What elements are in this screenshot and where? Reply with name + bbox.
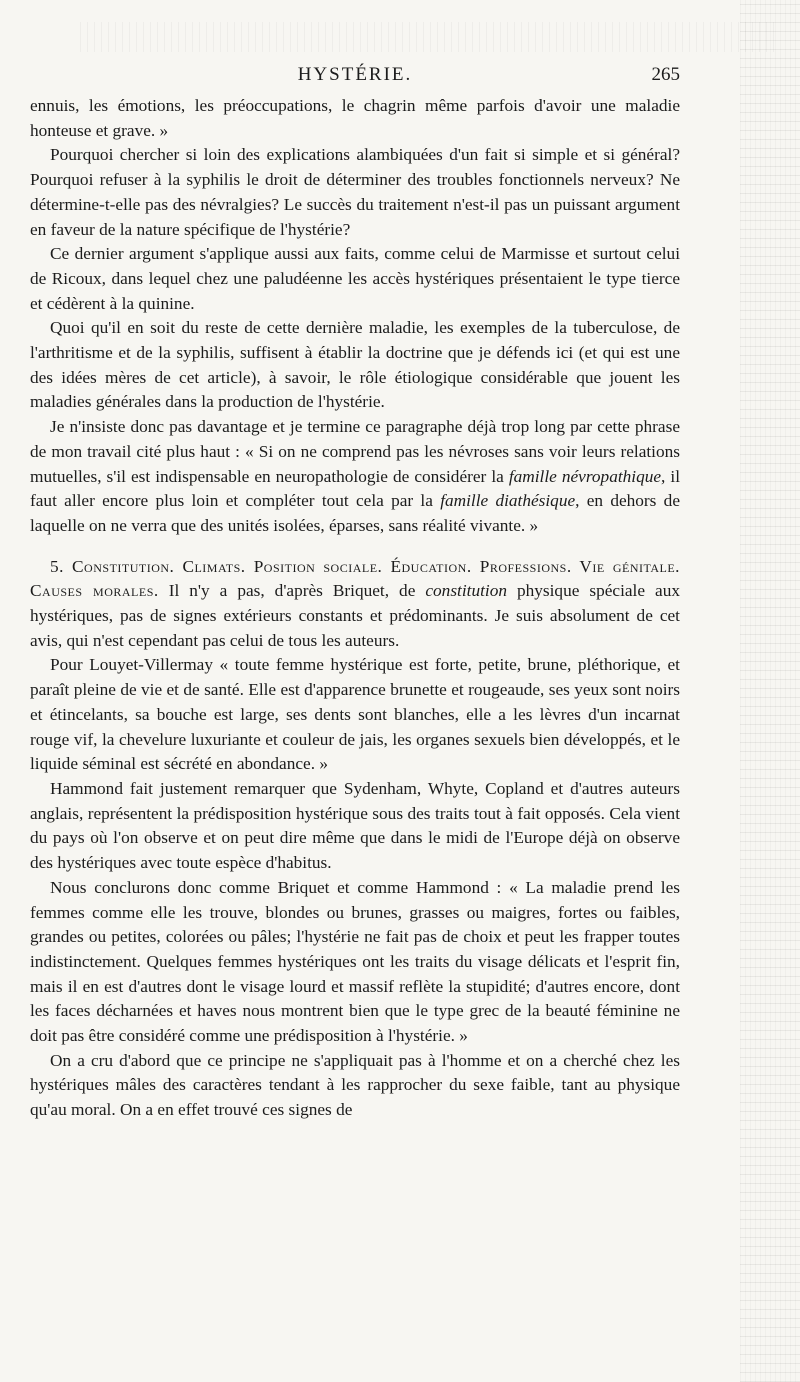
paragraph: On a cru d'abord que ce principe ne s'appliquait pas à l'homme et on a cherché chez les hystériques mâles des caractères tendant à les rapprocher du sexe faible, tant au physique qu'au moral. On a en effet trouvé ces signes de — [30, 1050, 680, 1120]
paragraph-text: physique spéciale aux hystériques, pas de signes extérieurs constants et prédominants. Je suis absolument de cet avis, qui n'est cependant pas celui de tous les auteurs. — [30, 581, 680, 650]
paragraph: Pour Louyet-Villermay « toute femme hystérique est forte, petite, brune, pléthorique, et paraît pleine de vie et de santé. Elle est d'apparence brunette et rougeaude, ses yeux sont noirs et étincelants, sa bouche est large, ses dents sont blanches, elle a les lèvres d'un incarnat rouge vif, la chevelure luxuriante et couleur de jais, les organes sexuels bien développés, et le liquide séminal est sécrété en abondance. » — [30, 655, 680, 774]
paragraph: ennuis, les émotions, les préoccupations, le chagrin même parfois d'avoir une maladie honteuse et grave. » — [30, 96, 680, 140]
paragraph: Nous conclurons donc comme Briquet et comme Hammond : « La maladie prend les femmes comme elle les trouve, blondes ou brunes, grasses ou maigres, fortes ou faibles, grandes ou petites, colorées ou pâles; l'hystérie ne fait pas de choix et peut les frapper toutes indistinctement. Quelques femmes hystériques ont les traits du visage délicats et l'esprit fin, mais il en est d'autres dont le visage lourd et massif reflète la stupidité; d'autres encore, dont les faces décharnées et haves nous montrent bien que le type grec de la beauté féminine ne doit pas être considéré comme une prédisposition à l'hystérie. » — [30, 877, 680, 1046]
paragraph: Pourquoi chercher si loin des explications alambiquées d'un fait si simple et si général? Pourquoi refuser à la syphilis le droit de déterminer des troubles fonctionnels nerveux? Ne détermine-t-elle pas des névralgies? Le succès du traitement n'est-il pas un puissant argument en faveur de la nature spécifique de l'hystérie? — [30, 145, 680, 239]
paragraph-text: Il n'y a pas, d'après Briquet, de — [158, 581, 426, 601]
paragraph: Quoi qu'il en soit du reste de cette dernière maladie, les exemples de la tuberculose, de l'arthritisme et de la syphilis, suffisent à établir la doctrine que je défends ici (et qui est une des idées mères de cet article), à savoir, le rôle étiologique considérable que jouent les maladies générales dans la production de l'hystérie. — [30, 318, 680, 412]
italic-term: constitution — [425, 581, 507, 601]
italic-term: famille névropathique — [508, 466, 662, 486]
section-heading: 5. Constitution. Climats. Position sociale. Éducation. Professions. Vie génitale. Causes morales. — [30, 556, 680, 601]
paragraph-text: , en dehors de laquelle on ne verra que des unités isolées, éparses, sans réalité vivante. » — [30, 491, 680, 535]
scan-bleed-top — [80, 22, 780, 52]
body-text — [30, 94, 680, 1123]
page-header — [30, 64, 680, 92]
paragraph-text: Je n'insiste donc pas davantage et je termine ce paragraphe déjà trop long par cette phrase de mon travail cité plus haut : « Si on ne comprend pas les névroses sans voir leurs relations mutuelles, s'il est indispensable en neuropathologie de considérer la — [30, 417, 680, 486]
paragraph — [30, 415, 680, 539]
italic-term: famille diathésique — [440, 491, 576, 511]
paragraph: Ce dernier argument s'applique aussi aux faits, comme celui de Marmisse et surtout celui de Ricoux, dans lequel chez une paludéenne les accès hystériques présentaient le type tierce et cédèrent à la quinine. — [30, 244, 680, 313]
page-number: 265 — [651, 64, 680, 85]
running-title: HYSTÉRIE. — [297, 64, 413, 85]
section-paragraph — [30, 555, 680, 654]
scan-bleed-right — [740, 0, 800, 1382]
paragraph: Hammond fait justement remarquer que Sydenham, Whyte, Copland et d'autres auteurs anglais, représentent la prédisposition hystérique sous des traits tout à fait opposés. Cela vient du pays où l'on observe et on peut dire même que dans le midi de l'Europe déjà on observe des hystériques avec toute espèce d'habitus. — [30, 778, 680, 873]
paragraph-text: , il faut aller encore plus loin et compléter tout cela par la — [30, 466, 680, 511]
